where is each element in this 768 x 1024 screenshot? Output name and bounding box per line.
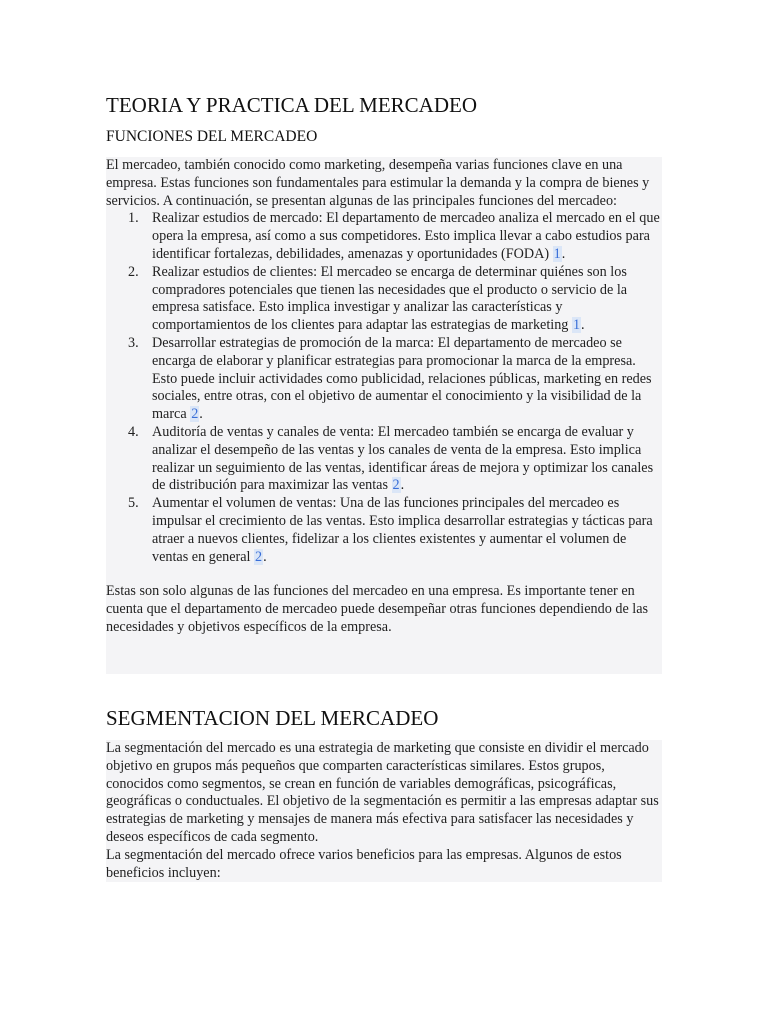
list-item-text: Realizar estudios de clientes: El mercadeo se encarga de determinar quiénes son los compradores potenciales que tienen las necesidades que el producto o servicio de la empresa satisface. Esto implica investigar y analizar las características y comportamientos de los clientes para adaptar las estrategias de marketing (152, 263, 628, 334)
functions-list (106, 210, 662, 566)
list-item (128, 423, 662, 495)
list-item-end: . (561, 245, 566, 262)
list-item-end: . (263, 548, 267, 565)
citation-link[interactable]: 1 (572, 317, 581, 334)
list-item (128, 495, 662, 566)
list-item-end: . (199, 406, 203, 423)
list-item-text: Desarrollar estrategias de promoción de la marca: El departamento de mercadeo se encarga de elaborar y planificar estrategias para promocionar la marca de la empresa. Esto puede incluir actividades como publicidad, relaciones públicas, marketing en redes sociales, entre otras, con el objetivo de aumentar el conocimiento y la visibilidad de la marca (152, 334, 652, 423)
section-subtitle: FUNCIONES DEL MERCADEO (106, 128, 318, 145)
list-item-number: 2. (128, 263, 139, 280)
list-item-text: Aumentar el volumen de ventas: Una de las funciones principales del mercadeo es impulsar el crecimiento de las ventas. Esto implica desarrollar estrategias y tácticas para atraer a nuevos clientes, fidelizar a los clientes existentes y aumentar el volumen de ventas en general (152, 495, 653, 565)
list-item-text: Auditoría de ventas y canales de venta: El mercadeo también se encarga de evaluar y analizar el desempeño de las ventas y los canales de venta de la empresa. Esto implica realizar un seguimiento de las ventas, identificar áreas de mejora y optimizar los canales de distribución para maximizar las ventas (152, 423, 654, 494)
segmentacion-paragraph-1: La segmentación del mercado es una estrategia de marketing que consiste en dividir el mercado objetivo en grupos más pequeños que comparten características similares. Estos grupos, conocidos como segmentos, se crean en función de variables demográficas, psicográficas, geográficas o conductuales. El objetivo de la segmentación es permitir a las empresas adaptar sus estrategias de marketing y mensajes de manera más efectiva para satisfacer las necesidades y deseos específicos de cada segmento. (106, 740, 659, 845)
segmentacion-block (106, 740, 662, 882)
citation-link[interactable]: 1 (553, 245, 561, 262)
list-item-text: Realizar estudios de mercado: El departamento de mercadeo analiza el mercado en el que opera la empresa, así como a sus competidores. Esto implica llevar a cabo estudios para identificar fortalezas, debilidades, amenazas y oportunidades (FODA) (152, 210, 660, 262)
list-item-number: 1. (128, 210, 139, 227)
list-item-number: 5. (128, 495, 139, 512)
segmentacion-paragraph-2: La segmentación del mercado ofrece varios beneficios para las empresas. Algunos de estos beneficios incluyen: (106, 846, 622, 881)
section-title-segmentacion: SEGMENTACION DEL MERCADEO (106, 706, 439, 730)
citation-link[interactable]: 2 (191, 406, 199, 423)
intro-paragraph: El mercadeo, también conocido como marketing, desempeña varias funciones clave en una empresa. Estas funciones son fundamentales para estimular la demanda y la compra de bienes y servicios. A continuación, se presentan algunas de las principales funciones del mercadeo: (106, 157, 650, 209)
list-item (128, 210, 662, 263)
list-item-number: 3. (128, 334, 139, 351)
list-item-number: 4. (128, 423, 139, 440)
document-title: TEORIA Y PRACTICA DEL MERCADEO (106, 93, 478, 117)
funciones-block (106, 157, 662, 674)
closing-paragraph: Estas son solo algunas de las funciones del mercadeo en una empresa. Es importante tener en cuenta que el departamento de mercadeo puede desempeñar otras funciones dependiendo de las necesidades y objetivos específicos de la empresa. (106, 583, 649, 635)
list-item-end: . (400, 477, 405, 494)
list-item-end: . (581, 317, 585, 334)
citation-link[interactable]: 2 (392, 477, 400, 494)
list-item (128, 334, 662, 424)
citation-link[interactable]: 2 (255, 548, 263, 565)
list-item (128, 263, 662, 335)
